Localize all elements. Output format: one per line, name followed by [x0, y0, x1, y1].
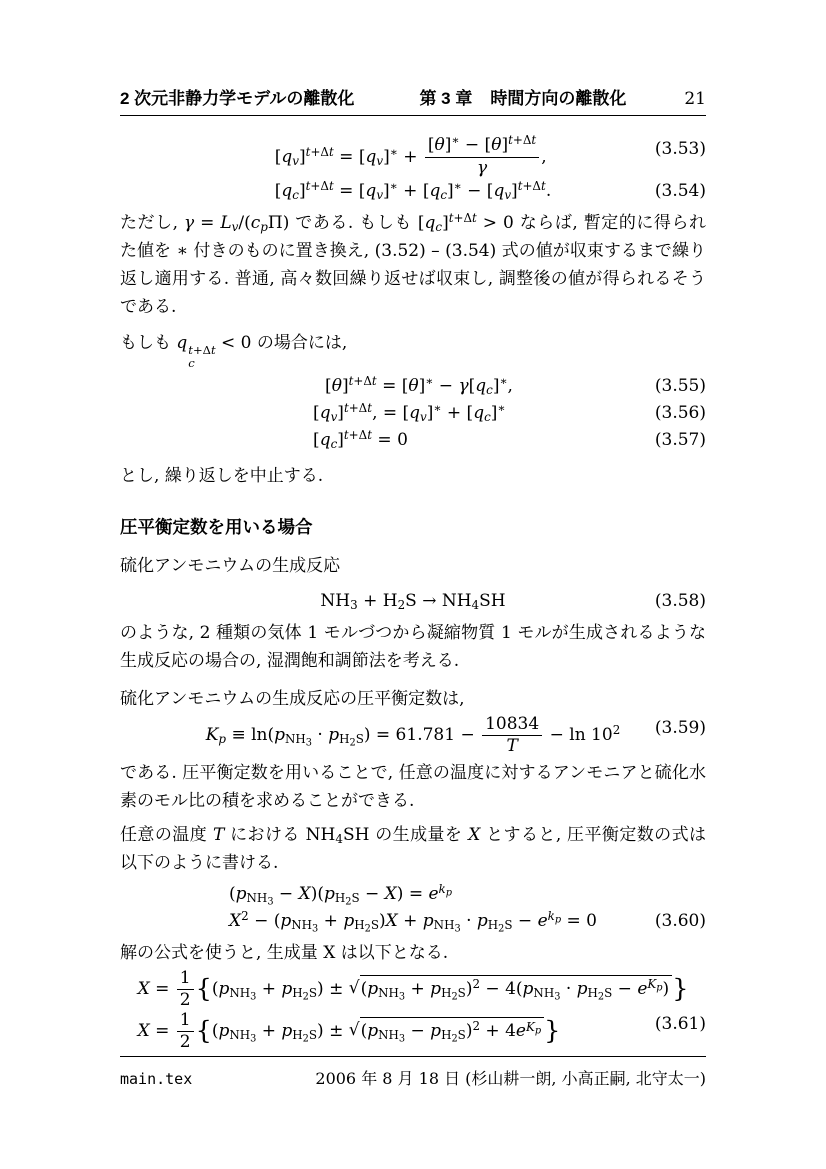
equation-group-353-354 — [120, 133, 706, 205]
equation-3-55 — [313, 373, 706, 400]
equation-number-3-60: (3.60) — [654, 910, 706, 931]
paragraph-one-mol: のような, 2 種類の気体 1 モルづつから凝縮物質 1 モルが生成されるような生成反応の場合の, 湿潤飽和調節法を考える. — [120, 622, 706, 671]
equation-number-3-59: (3.59) — [654, 717, 706, 738]
page-header — [120, 84, 706, 116]
equation-number-3-58: (3.58) — [654, 590, 706, 611]
equation-3-53-body: $[q_v]^{t+\Delta t} = [q_v]^∗$ + $\frac{[\theta]^∗ - [\theta]^{t+\Delta t}}{\gamma}$ , — [274, 133, 547, 178]
equation-3-58 — [320, 588, 706, 615]
footer-date-authors: 2006 年 8 月 18 日 (杉山耕一朗, 小高正嗣, 北守太一) — [315, 1069, 706, 1088]
running-head-right — [419, 84, 706, 109]
paragraph-kp-use: である. 圧平衡定数を用いることで, 任意の温度に対するアンモニアと硫化水素のモル比の積を求めることができる. — [120, 762, 706, 811]
equation-3-60a-body: $(p_{NH_3} - X)(p_{H_2S} - X) = e^{k_p}$ — [229, 881, 452, 908]
equation-3-56 — [313, 400, 706, 427]
page-number: 21 — [684, 89, 706, 109]
equation-3-54-body: $[q_c]^{t+\Delta t} = [q_v]^∗ + [q_c]^∗ - [q_v]^{t+\Delta t}$. — [274, 179, 552, 203]
equation-number-3-56: (3.56) — [654, 402, 706, 423]
equation-3-61b — [137, 1009, 706, 1053]
equation-group-358 — [120, 588, 706, 615]
page-footer — [120, 1056, 706, 1089]
equation-number-3-53: (3.53) — [654, 139, 706, 159]
equation-number-3-61: (3.61) — [654, 1013, 706, 1034]
equation-3-59 — [205, 713, 706, 757]
equation-group-361 — [120, 969, 706, 1053]
paragraph-temperature-x: 任意の温度 T における $NH_4SH$ の生成量を X とすると, 圧平衡定数の式は以下のように書ける. — [120, 824, 707, 873]
equation-3-57-body: $[q_c]^{t+\Delta t} = 0$ — [313, 427, 408, 451]
equation-3-61a — [138, 969, 689, 1011]
equation-3-56-body: $[q_v]^{t+\Delta t}$, = $[q_v]^∗ + [q_c]^∗$ — [313, 400, 506, 424]
equation-3-58-body: $NH_3 + H_2S \to NH_4SH$ — [320, 590, 506, 612]
equation-3-53 — [274, 133, 706, 178]
paragraph-qc-negative-condition: もしも q t+Δt c < 0 の場合には, — [120, 333, 348, 370]
equation-group-355-357 — [120, 373, 706, 454]
running-head-chapter-title: 時間方向の離散化 — [490, 89, 627, 108]
paragraph-reaction-intro: 硫化アンモニウムの生成反応 — [120, 555, 341, 576]
equation-3-60b — [229, 908, 706, 935]
paragraph-kp-intro: 硫化アンモニウムの生成反応の圧平衡定数は, — [120, 688, 465, 709]
running-head-chapter: 第 3 章 — [419, 89, 473, 108]
equation-number-3-57: (3.57) — [654, 429, 706, 450]
footer-filename: main.tex — [120, 1070, 193, 1088]
equation-3-57 — [313, 427, 706, 454]
equation-number-3-54: (3.54) — [654, 181, 706, 202]
equation-3-60a — [229, 881, 597, 908]
equation-3-54 — [274, 178, 706, 205]
equation-3-61b-body: X = $\frac{1}{2}$ {$(p_{NH_3} + p_{H_2S}) \pm √(p_{NH_3} - p_{H_2S})^2 + 4e^{K_p}$ } — [137, 1009, 561, 1053]
running-head-section: 2 次元非静力学モデルの離散化 — [120, 89, 355, 108]
equation-3-61a-body: X = $\frac{1}{2}$ {$(p_{NH_3} + p_{H_2S}) \pm √(p_{NH_3} + p_{H_2S})^2 - 4(p_{NH_3} \cdot p_{H_2S} - e^{K_p})$ } — [137, 967, 689, 1011]
paragraph-gamma-note: ただし, $\gamma = L_v/(c_p\Pi)$ である. もしも $[q_c]^{t+\Delta t} > 0$ ならば, 暫定的に得られた値を ∗ 付きのものに置き換え, (3.52) – (3.54) 式の値が収束するまで繰り返し適用する. 普通, 高々数回繰り返せば収束し, 調整後の値が得られるそうである. — [120, 211, 706, 318]
equation-3-60b-body: $X^2 - (p_{NH_3} + p_{H_2S})X + p_{NH_3} \cdot p_{H_2S} - e^{k_p} = 0$ — [229, 908, 597, 935]
paragraph-stop-iteration: とし, 繰り返しを中止する. — [120, 465, 324, 486]
equation-number-3-55: (3.55) — [654, 375, 706, 396]
paragraph-quadratic-formula: 解の公式を使うと, 生成量 X は以下となる. — [120, 942, 449, 963]
page — [120, 84, 706, 1053]
equation-3-55-body: $[\theta]^{t+\Delta t} = [\theta]^∗ - \gamma[q_c]^∗$, — [325, 373, 513, 397]
equation-group-359 — [120, 715, 706, 757]
equation-group-360 — [120, 881, 706, 935]
equation-3-59-body: $K_p \equiv \ln(p_{NH_3} \cdot p_{H_2S}) = 61.781$ − $\frac{10834}{T}$ − $\ln 10^2$ — [205, 713, 621, 757]
section-heading-equilibrium-constant: 圧平衡定数を用いる場合 — [120, 516, 313, 537]
